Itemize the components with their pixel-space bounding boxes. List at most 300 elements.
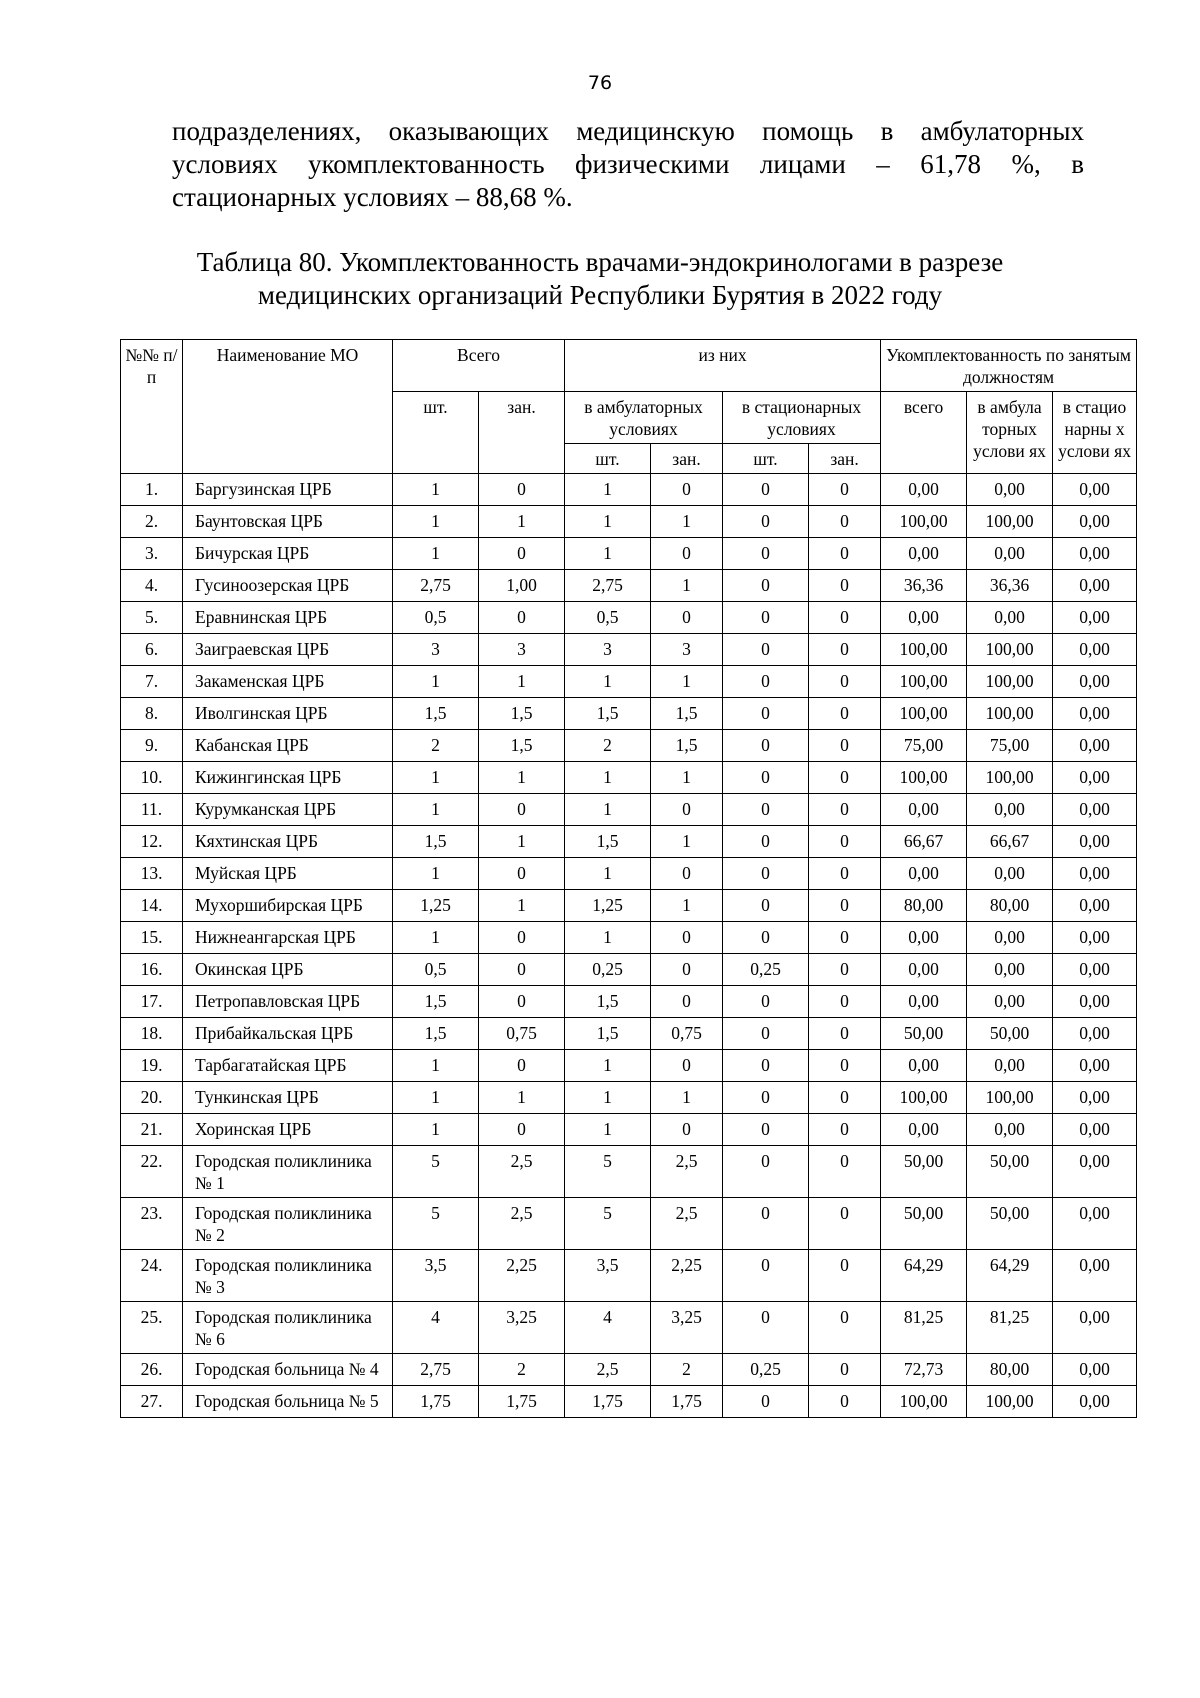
cell-mo-name: Кабанская ЦРБ	[183, 730, 393, 762]
table-row	[121, 922, 1137, 954]
cell-amb-zan: 1	[651, 826, 723, 858]
header-staffing: Укомплектованность по занятым должностям	[881, 340, 1137, 392]
cell-stat-sht: 0,25	[723, 954, 809, 986]
cell-total-zan: 0	[479, 858, 565, 890]
cell-staffing-stationary: 0,00	[1053, 858, 1137, 890]
cell-amb-zan: 0,75	[651, 1018, 723, 1050]
header-ambulatory: в амбулаторных условиях	[565, 392, 723, 444]
cell-staffing-stationary: 0,00	[1053, 1250, 1137, 1302]
table-row	[121, 666, 1137, 698]
cell-row-number: 26.	[121, 1354, 183, 1386]
cell-staffing-ambulatory: 0,00	[967, 858, 1053, 890]
cell-staffing-total: 72,73	[881, 1354, 967, 1386]
table-row	[121, 954, 1137, 986]
cell-stat-sht: 0	[723, 1082, 809, 1114]
cell-amb-zan: 0	[651, 602, 723, 634]
cell-amb-zan: 3	[651, 634, 723, 666]
cell-total-zan: 0	[479, 1114, 565, 1146]
cell-mo-name: Городская поликлиника № 3	[183, 1250, 393, 1302]
cell-staffing-total: 66,67	[881, 826, 967, 858]
cell-stat-sht: 0	[723, 1146, 809, 1198]
cell-stat-zan: 0	[809, 666, 881, 698]
cell-staffing-ambulatory: 100,00	[967, 634, 1053, 666]
cell-staffing-stationary: 0,00	[1053, 1198, 1137, 1250]
cell-stat-sht: 0	[723, 1250, 809, 1302]
cell-amb-sht: 1	[565, 922, 651, 954]
cell-amb-sht: 1	[565, 858, 651, 890]
cell-stat-zan: 0	[809, 1302, 881, 1354]
cell-stat-zan: 0	[809, 826, 881, 858]
cell-amb-sht: 1,25	[565, 890, 651, 922]
cell-stat-sht: 0	[723, 474, 809, 506]
cell-row-number: 10.	[121, 762, 183, 794]
table-row	[121, 858, 1137, 890]
cell-stat-sht: 0	[723, 1198, 809, 1250]
cell-staffing-ambulatory: 81,25	[967, 1302, 1053, 1354]
cell-stat-zan: 0	[809, 1082, 881, 1114]
cell-row-number: 23.	[121, 1198, 183, 1250]
cell-total-sht: 1	[393, 858, 479, 890]
cell-stat-zan: 0	[809, 1386, 881, 1418]
cell-amb-zan: 2,5	[651, 1198, 723, 1250]
header-staff-total: всего	[881, 392, 967, 474]
cell-stat-zan: 0	[809, 1050, 881, 1082]
cell-total-zan: 1	[479, 890, 565, 922]
cell-staffing-ambulatory: 0,00	[967, 1114, 1053, 1146]
cell-staffing-total: 0,00	[881, 474, 967, 506]
cell-amb-zan: 0	[651, 794, 723, 826]
cell-mo-name: Кяхтинская ЦРБ	[183, 826, 393, 858]
cell-amb-zan: 1,5	[651, 698, 723, 730]
cell-staffing-stationary: 0,00	[1053, 730, 1137, 762]
cell-mo-name: Бичурская ЦРБ	[183, 538, 393, 570]
cell-staffing-total: 50,00	[881, 1198, 967, 1250]
cell-amb-zan: 1	[651, 890, 723, 922]
cell-mo-name: Баргузинская ЦРБ	[183, 474, 393, 506]
cell-staffing-ambulatory: 0,00	[967, 794, 1053, 826]
cell-total-sht: 2,75	[393, 1354, 479, 1386]
cell-total-zan: 1,00	[479, 570, 565, 602]
cell-total-zan: 0	[479, 1050, 565, 1082]
cell-amb-sht: 3	[565, 634, 651, 666]
cell-amb-sht: 2	[565, 730, 651, 762]
cell-row-number: 27.	[121, 1386, 183, 1418]
cell-stat-zan: 0	[809, 634, 881, 666]
cell-total-sht: 0,5	[393, 602, 479, 634]
cell-total-zan: 1	[479, 506, 565, 538]
cell-staffing-ambulatory: 0,00	[967, 474, 1053, 506]
cell-staffing-stationary: 0,00	[1053, 1386, 1137, 1418]
cell-stat-sht: 0	[723, 1018, 809, 1050]
cell-row-number: 13.	[121, 858, 183, 890]
cell-amb-sht: 1,5	[565, 1018, 651, 1050]
table-row	[121, 1146, 1137, 1198]
cell-mo-name: Городская поликлиника № 6	[183, 1302, 393, 1354]
table-row	[121, 1386, 1137, 1418]
header-name: Наименование МО	[183, 340, 393, 474]
cell-row-number: 9.	[121, 730, 183, 762]
cell-total-zan: 0	[479, 954, 565, 986]
cell-staffing-stationary: 0,00	[1053, 1114, 1137, 1146]
table-row	[121, 762, 1137, 794]
cell-mo-name: Городская поликлиника № 2	[183, 1198, 393, 1250]
cell-amb-sht: 1,5	[565, 698, 651, 730]
cell-mo-name: Городская больница № 5	[183, 1386, 393, 1418]
table-row	[121, 1018, 1137, 1050]
cell-staffing-ambulatory: 100,00	[967, 698, 1053, 730]
cell-stat-zan: 0	[809, 1198, 881, 1250]
cell-stat-zan: 0	[809, 1146, 881, 1198]
cell-amb-zan: 0	[651, 1114, 723, 1146]
cell-total-zan: 2,5	[479, 1146, 565, 1198]
cell-stat-sht: 0	[723, 762, 809, 794]
cell-total-zan: 3	[479, 634, 565, 666]
cell-row-number: 6.	[121, 634, 183, 666]
table-row	[121, 730, 1137, 762]
cell-stat-sht: 0	[723, 890, 809, 922]
cell-total-sht: 1	[393, 506, 479, 538]
table-row	[121, 1250, 1137, 1302]
cell-row-number: 19.	[121, 1050, 183, 1082]
cell-row-number: 15.	[121, 922, 183, 954]
cell-staffing-stationary: 0,00	[1053, 890, 1137, 922]
header-staff-ambulatory: в амбула торных услови ях	[967, 392, 1053, 474]
cell-stat-zan: 0	[809, 474, 881, 506]
table-row	[121, 1302, 1137, 1354]
cell-staffing-stationary: 0,00	[1053, 986, 1137, 1018]
cell-staffing-stationary: 0,00	[1053, 794, 1137, 826]
cell-staffing-ambulatory: 100,00	[967, 1082, 1053, 1114]
cell-staffing-stationary: 0,00	[1053, 1050, 1137, 1082]
cell-stat-zan: 0	[809, 890, 881, 922]
cell-amb-sht: 1,5	[565, 826, 651, 858]
cell-mo-name: Заиграевская ЦРБ	[183, 634, 393, 666]
cell-row-number: 14.	[121, 890, 183, 922]
cell-staffing-ambulatory: 100,00	[967, 1386, 1053, 1418]
header-stationary: в стационарных условиях	[723, 392, 881, 444]
cell-mo-name: Иволгинская ЦРБ	[183, 698, 393, 730]
table-row	[121, 1082, 1137, 1114]
cell-staffing-ambulatory: 0,00	[967, 602, 1053, 634]
cell-total-sht: 1	[393, 762, 479, 794]
cell-staffing-stationary: 0,00	[1053, 1082, 1137, 1114]
cell-row-number: 18.	[121, 1018, 183, 1050]
cell-staffing-stationary: 0,00	[1053, 698, 1137, 730]
page-number: 76	[587, 72, 613, 94]
cell-total-sht: 3,5	[393, 1250, 479, 1302]
header-of-them: из них	[565, 340, 881, 392]
cell-stat-zan: 0	[809, 698, 881, 730]
cell-mo-name: Баунтовская ЦРБ	[183, 506, 393, 538]
cell-total-sht: 1,5	[393, 986, 479, 1018]
cell-amb-sht: 4	[565, 1302, 651, 1354]
cell-staffing-ambulatory: 0,00	[967, 1050, 1053, 1082]
cell-amb-zan: 0	[651, 954, 723, 986]
cell-stat-sht: 0	[723, 634, 809, 666]
cell-amb-zan: 0	[651, 922, 723, 954]
cell-total-zan: 1	[479, 666, 565, 698]
intro-line: подразделениях, оказывающих медицинскую помощь в амбулаторных	[172, 116, 1084, 146]
cell-stat-zan: 0	[809, 602, 881, 634]
cell-staffing-ambulatory: 0,00	[967, 954, 1053, 986]
cell-total-zan: 1,5	[479, 698, 565, 730]
cell-amb-sht: 2,5	[565, 1354, 651, 1386]
cell-amb-zan: 1,75	[651, 1386, 723, 1418]
cell-staffing-total: 0,00	[881, 794, 967, 826]
cell-staffing-ambulatory: 100,00	[967, 762, 1053, 794]
cell-row-number: 25.	[121, 1302, 183, 1354]
cell-staffing-total: 0,00	[881, 858, 967, 890]
cell-mo-name: Тункинская ЦРБ	[183, 1082, 393, 1114]
cell-stat-sht: 0	[723, 1050, 809, 1082]
cell-amb-sht: 0,5	[565, 602, 651, 634]
cell-amb-zan: 1	[651, 666, 723, 698]
cell-total-zan: 1	[479, 1082, 565, 1114]
cell-staffing-stationary: 0,00	[1053, 602, 1137, 634]
cell-staffing-total: 50,00	[881, 1146, 967, 1198]
header-staff-stationary: в стацио нарны х услови ях	[1053, 392, 1137, 474]
cell-staffing-total: 64,29	[881, 1250, 967, 1302]
cell-stat-zan: 0	[809, 794, 881, 826]
cell-total-zan: 0	[479, 538, 565, 570]
cell-staffing-ambulatory: 50,00	[967, 1146, 1053, 1198]
cell-total-sht: 5	[393, 1146, 479, 1198]
cell-staffing-stationary: 0,00	[1053, 954, 1137, 986]
cell-mo-name: Мухоршибирская ЦРБ	[183, 890, 393, 922]
cell-staffing-ambulatory: 0,00	[967, 538, 1053, 570]
cell-amb-zan: 1	[651, 506, 723, 538]
cell-amb-zan: 0	[651, 858, 723, 890]
cell-mo-name: Еравнинская ЦРБ	[183, 602, 393, 634]
cell-total-sht: 1	[393, 1082, 479, 1114]
cell-total-zan: 1,75	[479, 1386, 565, 1418]
cell-staffing-stationary: 0,00	[1053, 506, 1137, 538]
cell-staffing-ambulatory: 50,00	[967, 1198, 1053, 1250]
cell-amb-sht: 1	[565, 1082, 651, 1114]
cell-amb-sht: 1	[565, 1050, 651, 1082]
cell-row-number: 7.	[121, 666, 183, 698]
cell-stat-sht: 0	[723, 794, 809, 826]
cell-row-number: 2.	[121, 506, 183, 538]
cell-staffing-total: 0,00	[881, 538, 967, 570]
cell-total-sht: 1	[393, 666, 479, 698]
table-row	[121, 890, 1137, 922]
cell-staffing-stationary: 0,00	[1053, 1302, 1137, 1354]
cell-staffing-ambulatory: 100,00	[967, 506, 1053, 538]
cell-staffing-stationary: 0,00	[1053, 634, 1137, 666]
cell-total-zan: 0	[479, 794, 565, 826]
cell-total-sht: 1	[393, 794, 479, 826]
cell-staffing-stationary: 0,00	[1053, 1018, 1137, 1050]
cell-amb-zan: 0	[651, 986, 723, 1018]
cell-row-number: 21.	[121, 1114, 183, 1146]
header-total-sht: шт.	[393, 392, 479, 474]
cell-row-number: 16.	[121, 954, 183, 986]
cell-mo-name: Городская больница № 4	[183, 1354, 393, 1386]
cell-total-zan: 0,75	[479, 1018, 565, 1050]
cell-mo-name: Городская поликлиника № 1	[183, 1146, 393, 1198]
cell-total-zan: 0	[479, 986, 565, 1018]
intro-line: условиях укомплектованность физическими лицами – 61,78 %, в	[172, 149, 1084, 179]
cell-staffing-ambulatory: 64,29	[967, 1250, 1053, 1302]
cell-stat-zan: 0	[809, 570, 881, 602]
cell-staffing-total: 0,00	[881, 1050, 967, 1082]
intro-paragraph	[172, 115, 1084, 214]
cell-amb-zan: 1	[651, 570, 723, 602]
header-amb-sht: шт.	[565, 444, 651, 474]
cell-stat-sht: 0	[723, 730, 809, 762]
cell-mo-name: Петропавловская ЦРБ	[183, 986, 393, 1018]
cell-amb-sht: 5	[565, 1198, 651, 1250]
table-row	[121, 1114, 1137, 1146]
cell-staffing-total: 36,36	[881, 570, 967, 602]
cell-mo-name: Муйская ЦРБ	[183, 858, 393, 890]
cell-stat-zan: 0	[809, 538, 881, 570]
cell-amb-zan: 0	[651, 1050, 723, 1082]
cell-stat-sht: 0	[723, 986, 809, 1018]
cell-row-number: 3.	[121, 538, 183, 570]
table-row	[121, 1354, 1137, 1386]
cell-staffing-stationary: 0,00	[1053, 1354, 1137, 1386]
cell-amb-sht: 5	[565, 1146, 651, 1198]
table-row	[121, 538, 1137, 570]
staffing-table	[120, 339, 1137, 1418]
table-caption	[120, 246, 1080, 312]
table-row	[121, 1198, 1137, 1250]
cell-total-zan: 0	[479, 602, 565, 634]
cell-total-sht: 0,5	[393, 954, 479, 986]
cell-total-zan: 1	[479, 762, 565, 794]
cell-total-sht: 2	[393, 730, 479, 762]
cell-stat-sht: 0	[723, 858, 809, 890]
cell-staffing-total: 0,00	[881, 602, 967, 634]
cell-mo-name: Тарбагатайская ЦРБ	[183, 1050, 393, 1082]
cell-total-sht: 4	[393, 1302, 479, 1354]
cell-total-sht: 2,75	[393, 570, 479, 602]
cell-stat-sht: 0	[723, 570, 809, 602]
cell-total-sht: 1,25	[393, 890, 479, 922]
header-total-zan: зан.	[479, 392, 565, 474]
cell-amb-sht: 1,5	[565, 986, 651, 1018]
header-num: №№ п/п	[121, 340, 183, 474]
cell-stat-zan: 0	[809, 506, 881, 538]
header-stat-sht: шт.	[723, 444, 809, 474]
cell-row-number: 1.	[121, 474, 183, 506]
cell-staffing-total: 80,00	[881, 890, 967, 922]
cell-amb-sht: 1	[565, 506, 651, 538]
cell-staffing-stationary: 0,00	[1053, 1146, 1137, 1198]
cell-total-zan: 2,5	[479, 1198, 565, 1250]
cell-amb-zan: 3,25	[651, 1302, 723, 1354]
table-row	[121, 570, 1137, 602]
cell-amb-sht: 2,75	[565, 570, 651, 602]
cell-staffing-total: 100,00	[881, 698, 967, 730]
cell-total-sht: 1	[393, 1114, 479, 1146]
cell-staffing-stationary: 0,00	[1053, 538, 1137, 570]
cell-amb-sht: 1	[565, 1114, 651, 1146]
cell-total-sht: 1	[393, 538, 479, 570]
cell-stat-zan: 0	[809, 1250, 881, 1302]
cell-total-sht: 1,75	[393, 1386, 479, 1418]
cell-staffing-stationary: 0,00	[1053, 570, 1137, 602]
cell-row-number: 5.	[121, 602, 183, 634]
cell-stat-sht: 0	[723, 506, 809, 538]
cell-amb-zan: 1	[651, 762, 723, 794]
cell-row-number: 4.	[121, 570, 183, 602]
cell-row-number: 17.	[121, 986, 183, 1018]
cell-staffing-total: 81,25	[881, 1302, 967, 1354]
header-total: Всего	[393, 340, 565, 392]
cell-mo-name: Хоринская ЦРБ	[183, 1114, 393, 1146]
cell-amb-zan: 2,5	[651, 1146, 723, 1198]
cell-stat-sht: 0	[723, 922, 809, 954]
table-row	[121, 794, 1137, 826]
cell-total-sht: 1	[393, 1050, 479, 1082]
cell-staffing-ambulatory: 80,00	[967, 1354, 1053, 1386]
cell-mo-name: Нижнеангарская ЦРБ	[183, 922, 393, 954]
cell-staffing-total: 100,00	[881, 762, 967, 794]
cell-staffing-ambulatory: 66,67	[967, 826, 1053, 858]
table-row	[121, 826, 1137, 858]
cell-amb-sht: 1	[565, 794, 651, 826]
cell-total-sht: 3	[393, 634, 479, 666]
cell-amb-sht: 0,25	[565, 954, 651, 986]
cell-row-number: 24.	[121, 1250, 183, 1302]
cell-staffing-stationary: 0,00	[1053, 474, 1137, 506]
cell-total-zan: 1,5	[479, 730, 565, 762]
cell-amb-sht: 3,5	[565, 1250, 651, 1302]
cell-stat-sht: 0	[723, 602, 809, 634]
table-row	[121, 1050, 1137, 1082]
cell-mo-name: Окинская ЦРБ	[183, 954, 393, 986]
cell-staffing-stationary: 0,00	[1053, 762, 1137, 794]
cell-row-number: 8.	[121, 698, 183, 730]
table-row	[121, 986, 1137, 1018]
cell-staffing-ambulatory: 100,00	[967, 666, 1053, 698]
cell-mo-name: Гусиноозерская ЦРБ	[183, 570, 393, 602]
cell-row-number: 11.	[121, 794, 183, 826]
cell-amb-zan: 2	[651, 1354, 723, 1386]
intro-line: стационарных условиях – 88,68 %.	[172, 182, 573, 212]
cell-stat-sht: 0	[723, 1302, 809, 1354]
cell-staffing-total: 75,00	[881, 730, 967, 762]
cell-amb-zan: 2,25	[651, 1250, 723, 1302]
cell-stat-zan: 0	[809, 922, 881, 954]
cell-stat-sht: 0	[723, 666, 809, 698]
cell-total-sht: 1,5	[393, 698, 479, 730]
cell-stat-zan: 0	[809, 1018, 881, 1050]
cell-staffing-total: 100,00	[881, 1082, 967, 1114]
cell-stat-zan: 0	[809, 730, 881, 762]
cell-total-sht: 1	[393, 474, 479, 506]
cell-staffing-total: 50,00	[881, 1018, 967, 1050]
cell-mo-name: Курумканская ЦРБ	[183, 794, 393, 826]
caption-line: Таблица 80. Укомплектованность врачами-эндокринологами в разрезе	[196, 247, 1004, 277]
cell-total-sht: 5	[393, 1198, 479, 1250]
table-row	[121, 698, 1137, 730]
cell-amb-sht: 1	[565, 666, 651, 698]
cell-row-number: 22.	[121, 1146, 183, 1198]
cell-total-zan: 0	[479, 474, 565, 506]
cell-total-zan: 3,25	[479, 1302, 565, 1354]
table-row	[121, 634, 1137, 666]
cell-staffing-ambulatory: 0,00	[967, 922, 1053, 954]
cell-staffing-ambulatory: 36,36	[967, 570, 1053, 602]
cell-stat-sht: 0	[723, 1386, 809, 1418]
cell-mo-name: Прибайкальская ЦРБ	[183, 1018, 393, 1050]
cell-row-number: 12.	[121, 826, 183, 858]
cell-total-zan: 1	[479, 826, 565, 858]
